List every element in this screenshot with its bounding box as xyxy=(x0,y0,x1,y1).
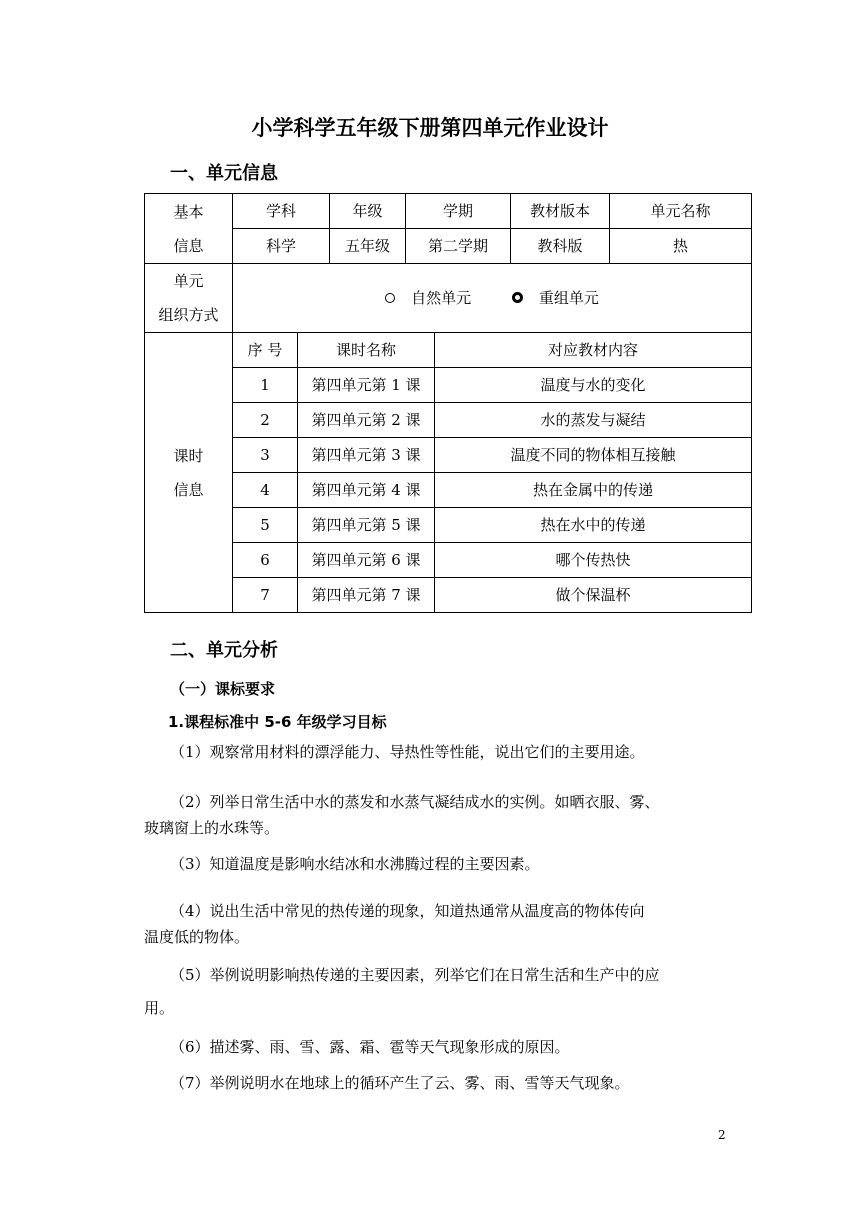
option-natural-unit[interactable]: 自然单元 xyxy=(385,281,471,315)
list-item: （3）知道温度是影响水结冰和水沸腾过程的主要因素。 xyxy=(170,855,540,873)
header-content: 对应教材内容 xyxy=(435,333,752,368)
table-row xyxy=(145,438,752,473)
header-no: 序 号 xyxy=(233,333,298,368)
subheading-curriculum: （一）课标要求 xyxy=(170,680,276,698)
radio-selected-icon xyxy=(512,292,523,303)
section-heading-unit-analysis: 二、单元分析 xyxy=(170,640,278,661)
lesson-name: 第四单元第 4 课 xyxy=(298,473,435,508)
header-grade: 年级 xyxy=(330,194,406,229)
lesson-name: 第四单元第 6 课 xyxy=(298,543,435,578)
lesson-content: 哪个传热快 xyxy=(435,543,752,578)
lesson-no: 3 xyxy=(233,438,298,473)
lesson-content: 温度不同的物体相互接触 xyxy=(435,438,752,473)
table-row xyxy=(145,473,752,508)
value-textbook: 教科版 xyxy=(511,229,610,264)
list-item: （4）说出生活中常见的热传递的现象，知道热通常从温度高的物体传向 温度低的物体。 xyxy=(144,902,645,946)
lesson-no: 4 xyxy=(233,473,298,508)
table-row xyxy=(145,403,752,438)
org-label: 单元 组织方式 xyxy=(145,264,233,333)
page-title: 小学科学五年级下册第四单元作业设计 xyxy=(251,116,609,140)
lesson-content: 水的蒸发与凝结 xyxy=(435,403,752,438)
table-row xyxy=(145,368,752,403)
header-textbook: 教材版本 xyxy=(511,194,610,229)
list-item: （5）举例说明影响热传递的主要因素，列举它们在日常生活和生产中的应 xyxy=(170,966,660,984)
list-item: （1）观察常用材料的漂浮能力、导热性等性能，说出它们的主要用途。 xyxy=(170,743,645,761)
value-term: 第二学期 xyxy=(406,229,511,264)
lesson-content: 做个保温杯 xyxy=(435,578,752,613)
lesson-no: 7 xyxy=(233,578,298,613)
lesson-no: 2 xyxy=(233,403,298,438)
lesson-no: 5 xyxy=(233,508,298,543)
lesson-name: 第四单元第 3 课 xyxy=(298,438,435,473)
page-number: 2 xyxy=(718,1128,726,1142)
radio-unselected-icon xyxy=(385,293,395,303)
value-unit-name: 热 xyxy=(610,229,752,264)
table-row xyxy=(145,508,752,543)
list-item: （7）举例说明水在地球上的循环产生了云、雾、雨、雪等天气现象。 xyxy=(170,1074,630,1092)
list-item: （6）描述雾、雨、雪、露、霜、雹等天气现象形成的原因。 xyxy=(170,1038,570,1056)
lesson-name: 第四单元第 1 课 xyxy=(298,368,435,403)
lesson-name: 第四单元第 2 课 xyxy=(298,403,435,438)
value-subject: 科学 xyxy=(233,229,330,264)
unit-info-table xyxy=(144,193,752,613)
list-item: （2）列举日常生活中水的蒸发和水蒸气凝结成水的实例。如晒衣服、雾、 玻璃窗上的水珠等。 xyxy=(144,793,660,837)
lesson-name: 第四单元第 7 课 xyxy=(298,578,435,613)
lesson-name: 第四单元第 5 课 xyxy=(298,508,435,543)
lesson-content: 热在水中的传递 xyxy=(435,508,752,543)
header-unit-name: 单元名称 xyxy=(610,194,752,229)
table-row xyxy=(145,578,752,613)
table-row xyxy=(145,543,752,578)
lesson-no: 6 xyxy=(233,543,298,578)
value-grade: 五年级 xyxy=(330,229,406,264)
header-subject: 学科 xyxy=(233,194,330,229)
list-item-continuation: 用。 xyxy=(144,999,175,1017)
org-options xyxy=(233,264,752,333)
header-term: 学期 xyxy=(406,194,511,229)
subheading-goals: 1.课程标准中 5-6 年级学习目标 xyxy=(168,713,387,731)
lesson-content: 温度与水的变化 xyxy=(435,368,752,403)
lesson-info-label: 课时 信息 xyxy=(145,333,233,613)
lesson-content: 热在金属中的传递 xyxy=(435,473,752,508)
lesson-no: 1 xyxy=(233,368,298,403)
header-lesson-name: 课时名称 xyxy=(298,333,435,368)
option-regrouped-unit[interactable]: 重组单元 xyxy=(512,281,599,315)
basic-info-label: 基本 信息 xyxy=(145,194,233,264)
section-heading-unit-info: 一、单元信息 xyxy=(170,163,278,184)
